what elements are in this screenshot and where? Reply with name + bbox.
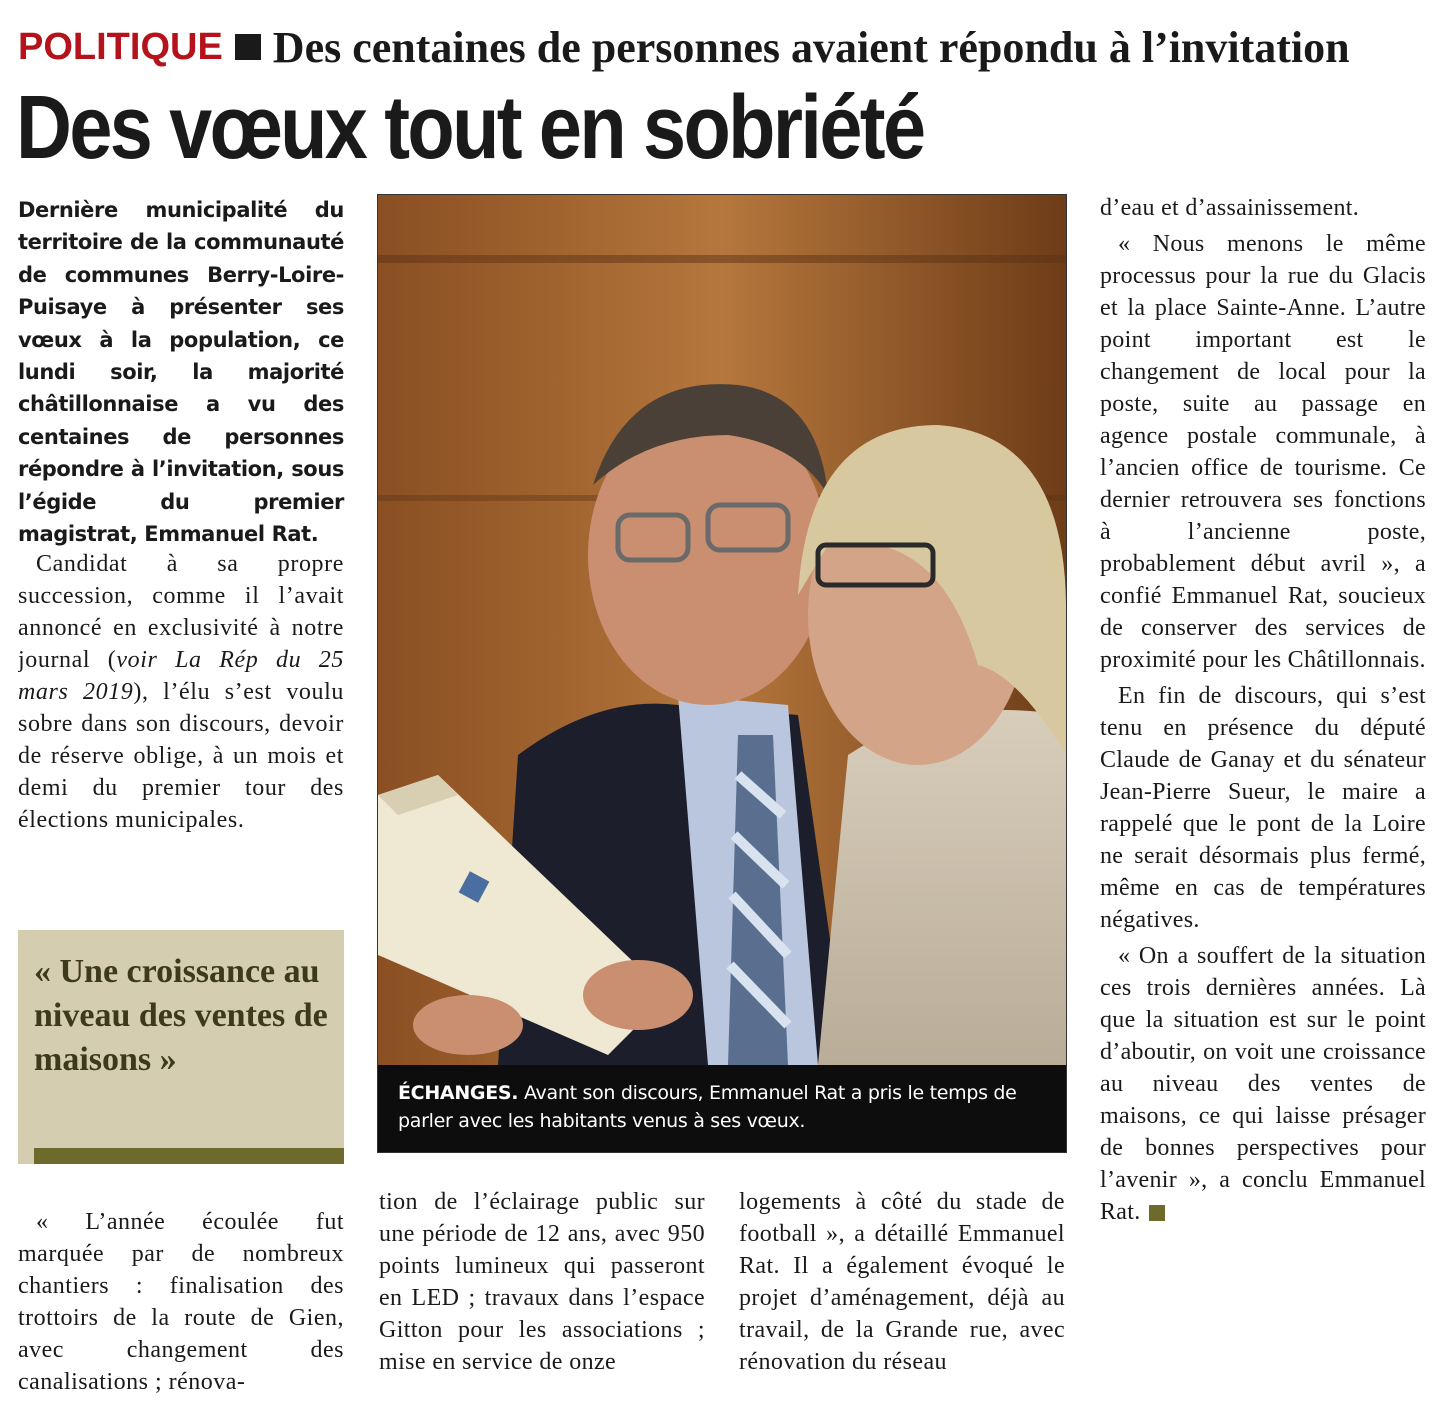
caption-text: Avant son discours, Emmanuel Rat a pris le temps de parler avec les habitants venus à ses vœux.	[398, 1082, 1017, 1132]
pull-quote-box	[18, 930, 344, 1164]
text-run: Candidat à sa propre succession, comme il l’avait annoncé en exclusivité à notre journal (	[18, 551, 344, 673]
reference-italic: voir La Rép du 25 mars 2019	[18, 647, 344, 705]
text-run: ), l’élu s’est voulu sobre dans son discours, devoir de réserve oblige, à un mois et demi du premier tour des élections municipales.	[18, 679, 344, 833]
pull-quote-text: « Une croissance au niveau des ventes de maisons »	[34, 953, 328, 1078]
column-4-paragraph-2: « Nous menons le même processus pour la rue du Glacis et la place Sainte-Anne. L’autre point important est le changement de local pour la poste, suite au passage en agence postale communale, à l’ancien office de tourisme. Ce dernier retrouvera ses fonctions à l’ancienne poste, probablement début avril », a confié Emmanuel Rat, soucieux de conserver des services de proximité pour les Châtillonnais.	[1100, 231, 1426, 673]
square-bullet-icon	[235, 34, 261, 60]
column-4-paragraph-4	[1100, 940, 1426, 1228]
column-2-text: tion de l’éclairage public sur une période de 12 ans, avec 950 points lumineux qui passeront en LED ; travaux dans l’espace Gitton pour les associations ; mise en service de onze	[379, 1189, 705, 1375]
photo-illustration	[378, 195, 1066, 1152]
lead-paragraph: Dernière municipalité du territoire de la communauté de communes Berry-Loire-Puisaye à présenter ses vœux à la population, ce lundi soir, la majorité châtillonnaise a vu des centaines de personnes répondre à l’invitation, sous l’égide du premier magistrat, Emmanuel Rat.	[18, 198, 344, 547]
column-3	[739, 1186, 1065, 1398]
pull-quote-bar	[34, 1148, 344, 1164]
column-1-lower	[18, 1206, 344, 1398]
column-4-paragraph-3: En fin de discours, qui s’est tenu en présence du député Claude de Ganay et du sénateur Jean-Pierre Sueur, le maire a rappelé que le pont de la Loire ne serait désormais plus fermé, même en cas de températures négatives.	[1100, 683, 1426, 933]
column-3-text: logements à côté du stade de football », a détaillé Emmanuel Rat. Il a également évoqué le projet d’aménagement, déjà au travail, de la Grande rue, avec rénovation du réseau	[739, 1189, 1065, 1375]
surtitle: Des centaines de personnes avaient répondu à l’invitation	[272, 22, 1350, 72]
column-4-paragraph-1: d’eau et d’assainissement.	[1100, 195, 1360, 221]
headline: Des vœux tout en sobriété	[16, 78, 924, 178]
column-2	[379, 1186, 705, 1398]
photo-caption	[398, 1079, 1048, 1135]
end-mark-icon	[1149, 1205, 1165, 1221]
kicker-line	[18, 22, 1428, 72]
rubric-label: POLITIQUE	[18, 25, 223, 68]
photo	[377, 194, 1067, 1153]
column-1-paragraph-1	[18, 548, 344, 836]
column-4	[1100, 192, 1426, 1398]
text-run: « On a souffert de la situation ces trois dernières années. Là que la situation est sur le point d’aboutir, on voit une croissance au niveau des ventes de maisons, ce qui laisse présager de bonnes perspectives pour l’avenir », a conclu Emmanuel Rat.	[1100, 943, 1426, 1225]
caption-label: ÉCHANGES.	[398, 1082, 519, 1104]
column-1-upper	[18, 548, 344, 900]
column-1-paragraph-2: « L’année écoulée fut marquée par de nombreux chantiers : finalisation des trottoirs de la route de Gien, avec changement des canalisations ; rénova-	[18, 1209, 344, 1395]
